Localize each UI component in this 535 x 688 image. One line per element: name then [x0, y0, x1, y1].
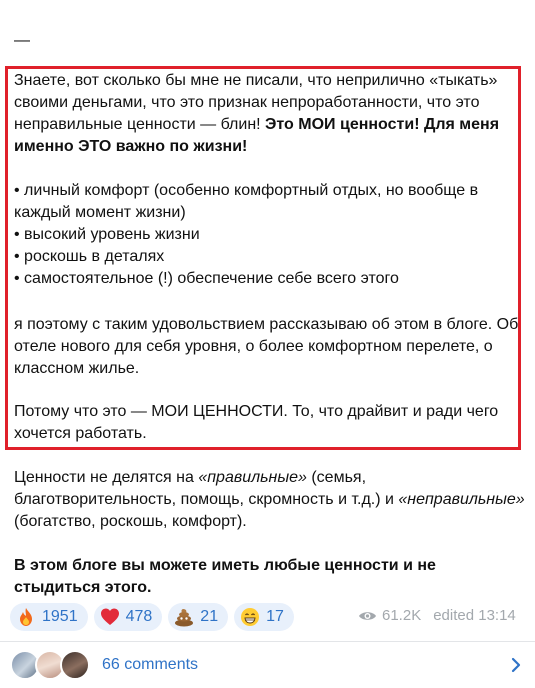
commenter-avatars — [10, 650, 94, 680]
reaction-fire[interactable] — [10, 603, 88, 631]
reaction-count: 21 — [200, 608, 219, 625]
reaction-count: 1951 — [42, 608, 78, 625]
reaction-heart[interactable] — [94, 603, 163, 631]
edited-timestamp: edited 13:14 — [433, 607, 516, 624]
post-paragraph-4: Потому что это — МОИ ЦЕННОСТИ. То, что драйвит и ради чего хочется работать. — [14, 403, 499, 442]
paragraph-1-bold: Это МОИ ценности! Для меня именно ЭТО важно по жизни! — [14, 116, 500, 155]
views-count: 61.2K — [382, 607, 422, 624]
reaction-count: 17 — [266, 608, 284, 625]
list-item: • самостоятельное (!) обеспечение себе всего этого — [14, 270, 399, 287]
paragraph-5-text-a: Ценности не делятся на — [14, 469, 199, 486]
post-paragraph-5 — [14, 467, 526, 533]
values-list — [14, 180, 526, 290]
paragraph-1-text: Знаете, вот сколько бы мне не писали, что неприлично «тыкать» своими деньгами, что это признак непроработанности, что это неправильные ценности — блин! — [14, 72, 498, 133]
post-meta — [358, 607, 516, 624]
paragraph-5-italic-a: «правильные» — [198, 469, 307, 486]
paragraph-5-text-c: (богатство, роскошь, комфорт). — [14, 513, 247, 530]
comments-link[interactable]: 66 comments — [102, 656, 199, 673]
poop-icon — [174, 607, 194, 627]
paragraph-5-text-b: (семья, благотворительность, помощь, скромность и т.д.) и — [14, 469, 399, 508]
post-paragraph-1 — [14, 70, 526, 158]
avatar — [60, 650, 90, 680]
comments-bar[interactable] — [0, 642, 535, 688]
post-paragraph-6: В этом блоге вы можете иметь любые ценности и не стыдиться этого. — [14, 557, 436, 596]
separator-dash: — — [14, 32, 30, 49]
list-item: • высокий уровень жизни — [14, 226, 200, 243]
eye-icon — [358, 610, 377, 622]
list-item: • роскошь в деталях — [14, 248, 165, 265]
chevron-right-icon[interactable] — [511, 657, 521, 673]
reaction-count: 478 — [125, 608, 153, 625]
post-paragraph-3: я поэтому с таким удовольствием рассказываю об этом в блоге. Об отеле нового для себя уровня, о более комфортном перелете, о классном жилье. — [14, 316, 519, 377]
reaction-poop[interactable] — [168, 603, 228, 631]
list-item: • личный комфорт (особенно комфортный отдых, но вообще в каждый момент жизни) — [14, 182, 479, 221]
heart-icon — [100, 607, 120, 627]
reactions-bar — [10, 603, 294, 631]
fire-icon — [16, 607, 36, 627]
grin-icon — [240, 607, 260, 627]
reaction-grin[interactable] — [234, 603, 294, 631]
paragraph-5-italic-b: «неправильные» — [398, 491, 525, 508]
